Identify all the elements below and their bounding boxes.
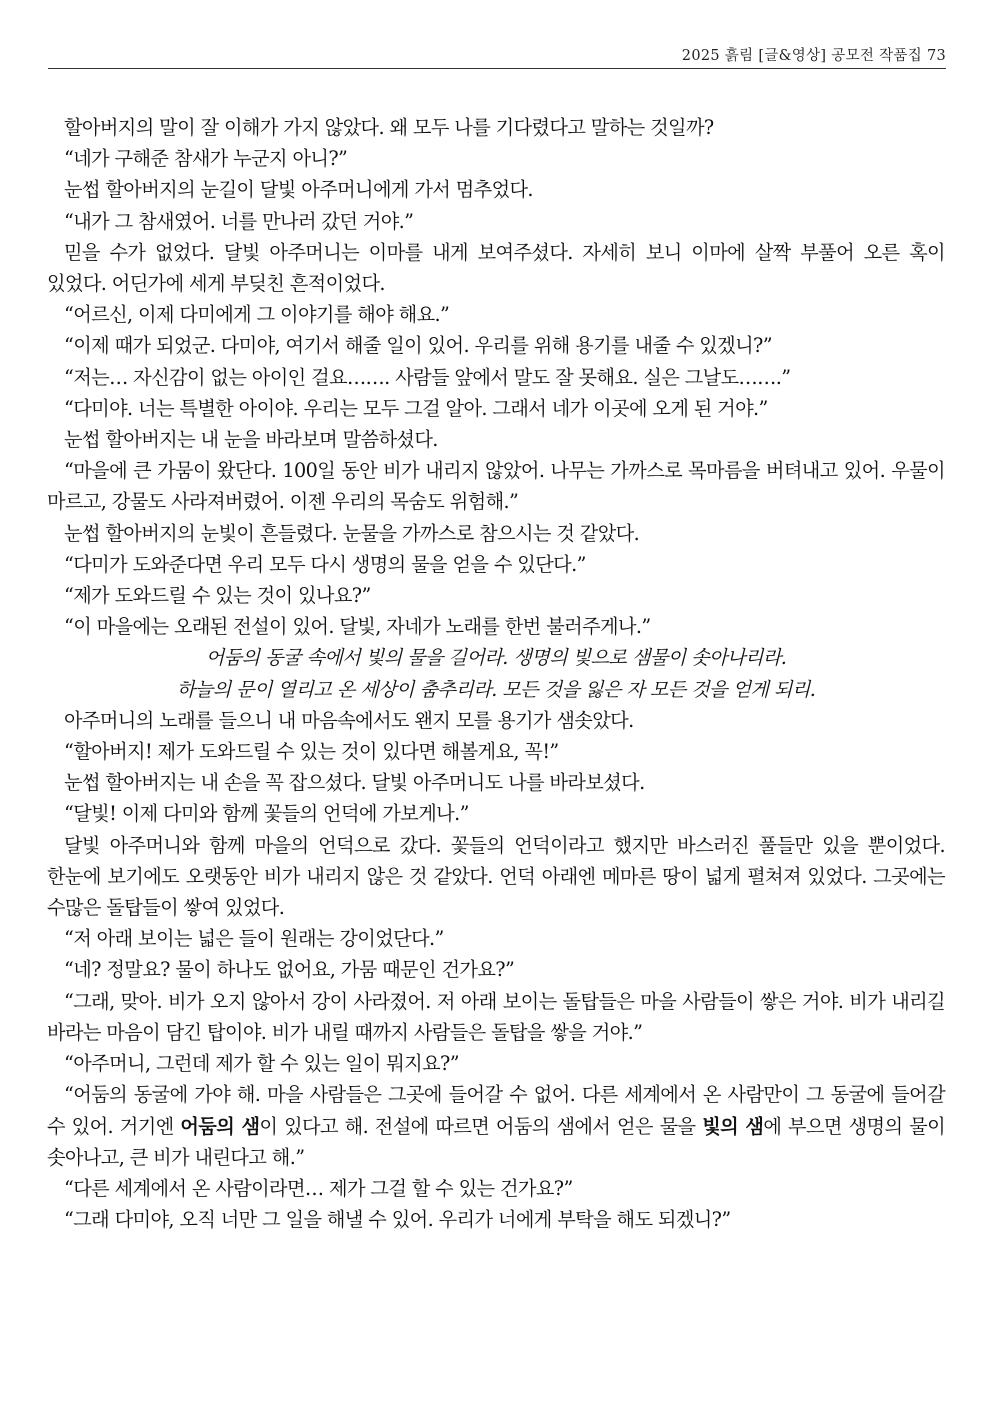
paragraph-cave <box>47 1079 945 1173</box>
paragraph: “이 마을에는 오래된 전설이 있어. 달빛, 자네가 노래를 한번 불러주게나.” <box>64 615 651 639</box>
cave-text-3: 에 부으면 생명의 물이 솟아나고, 큰 비가 내린다고 해.” <box>47 1114 945 1169</box>
paragraph: “그래, 맞아. 비가 오지 않아서 강이 사라졌어. 저 아래 보이는 돌탑들은 마을 사람들이 쌓은 거야. 비가 내리길 바라는 마음이 담긴 탑이야. 비가 내릴 때까지 사람들은 돌탑을 쌓을 거야.” <box>47 989 945 1044</box>
song-line: 어둠의 동굴 속에서 빛의 물을 길어라. 생명의 빛으로 샘물이 솟아나리라. <box>205 646 787 670</box>
paragraph: “아주머니, 그런데 제가 할 수 있는 일이 뭐지요?” <box>64 1052 459 1076</box>
paragraph: “네? 정말요? 물이 하나도 없어요, 가뭄 때문인 건가요?” <box>64 958 515 982</box>
paragraph: 믿을 수가 없었다. 달빛 아주머니는 이마를 내게 보여주셨다. 자세히 보니 이마에 살짝 부풀어 오른 혹이 있었다. 어딘가에 세게 부딪친 흔적이었다. <box>47 240 945 296</box>
light-spring-term: 빛의 샘 <box>702 1114 764 1138</box>
paragraph: 할아버지의 말이 잘 이해가 가지 않았다. 왜 모두 나를 기다렸다고 말하는 것일까? <box>64 116 714 139</box>
paragraph: 눈썹 할아버지는 내 눈을 바라보며 말씀하셨다. <box>64 428 438 452</box>
running-title: 2025 흙림 [글&영상] 공모전 작품집 73 <box>681 48 946 64</box>
cave-text-1: “어둠의 동굴에 가야 해. 마을 사람들은 그곳에 들어갈 수 없어. 다른 세계에서 온 사람만이 그 동굴에 들어갈 수 있어. 거기엔 <box>47 1083 945 1138</box>
paragraph: “네가 구해준 참새가 누군지 아니?” <box>64 147 348 171</box>
paragraph: “다미야. 너는 특별한 아이야. 우리는 모두 그걸 알아. 그래서 네가 이곳에 오게 된 거야.” <box>64 396 768 420</box>
paragraph: “어르신, 이제 다미에게 그 이야기를 해야 해요.” <box>64 303 450 327</box>
song-line: 하늘의 문이 열리고 온 세상이 춤추리라. 모든 것을 잃은 자 모든 것을 얻게 되리. <box>176 677 816 701</box>
paragraph: “내가 그 참새였어. 너를 만나러 갔던 거야.” <box>64 209 414 233</box>
paragraph: “저 아래 보이는 넓은 들이 원래는 강이었단다.” <box>64 927 444 951</box>
paragraph: “그래 다미야, 오직 너만 그 일을 해낼 수 있어. 우리가 너에게 부탁을 해도 되겠니?” <box>64 1208 731 1232</box>
paragraph: 눈썹 할아버지의 눈길이 달빛 아주머니에게 가서 멈추었다. <box>64 178 533 202</box>
paragraph: 달빛 아주머니와 함께 마을의 언덕으로 갔다. 꽃들의 언덕이라고 했지만 바스러진 풀들만 있을 뿐이었다. 한눈에 보기에도 오랫동안 비가 내리지 않은 것 같았다. 언덕 아래엔 메마른 땅이 넓게 펼쳐져 있었다. 그곳에는 수많은 돌탑들이 쌓여 있었다. <box>47 833 945 920</box>
paragraph: “달빛! 이제 다미와 함께 꽃들의 언덕에 가보게나.” <box>64 802 469 826</box>
cave-text-2: 이 있다고 해. 전설에 따르면 어둠의 샘에서 얻은 물을 <box>259 1114 703 1138</box>
paragraph: 눈썹 할아버지는 내 손을 꼭 잡으셨다. 달빛 아주머니도 나를 바라보셨다. <box>64 771 645 795</box>
paragraph: “할아버지! 제가 도와드릴 수 있는 것이 있다면 해볼게요, 꼭!” <box>64 740 559 764</box>
paragraph: “제가 도와드릴 수 있는 것이 있나요?” <box>64 584 371 608</box>
paragraph: 아주머니의 노래를 들으니 내 마음속에서도 왠지 모를 용기가 샘솟았다. <box>64 708 634 732</box>
paragraph: 눈썹 할아버지의 눈빛이 흔들렸다. 눈물을 가까스로 참으시는 것 같았다. <box>64 521 640 545</box>
paragraph: “이제 때가 되었군. 다미야, 여기서 해줄 일이 있어. 우리를 위해 용기를 내줄 수 있겠니?” <box>64 334 772 358</box>
paragraph: “저는… 자신감이 없는 아이인 걸요……. 사람들 앞에서 말도 잘 못해요. 실은 그날도…….” <box>64 365 791 389</box>
paragraph: “다미가 도와준다면 우리 모두 다시 생명의 물을 얻을 수 있단다.” <box>64 552 586 576</box>
story-body <box>47 112 945 1235</box>
paragraph: “마을에 큰 가뭄이 왔단다. 100일 동안 비가 내리지 않았어. 나무는 가까스로 목마름을 버텨내고 있어. 우물이 마르고, 강물도 사라져버렸어. 이젠 우리의 목숨도 위험해.” <box>47 459 945 514</box>
paragraph: “다른 세계에서 온 사람이라면… 제가 그걸 할 수 있는 건가요?” <box>64 1176 573 1200</box>
page-header <box>48 40 946 69</box>
dark-spring-term: 어둠의 샘 <box>180 1114 260 1138</box>
